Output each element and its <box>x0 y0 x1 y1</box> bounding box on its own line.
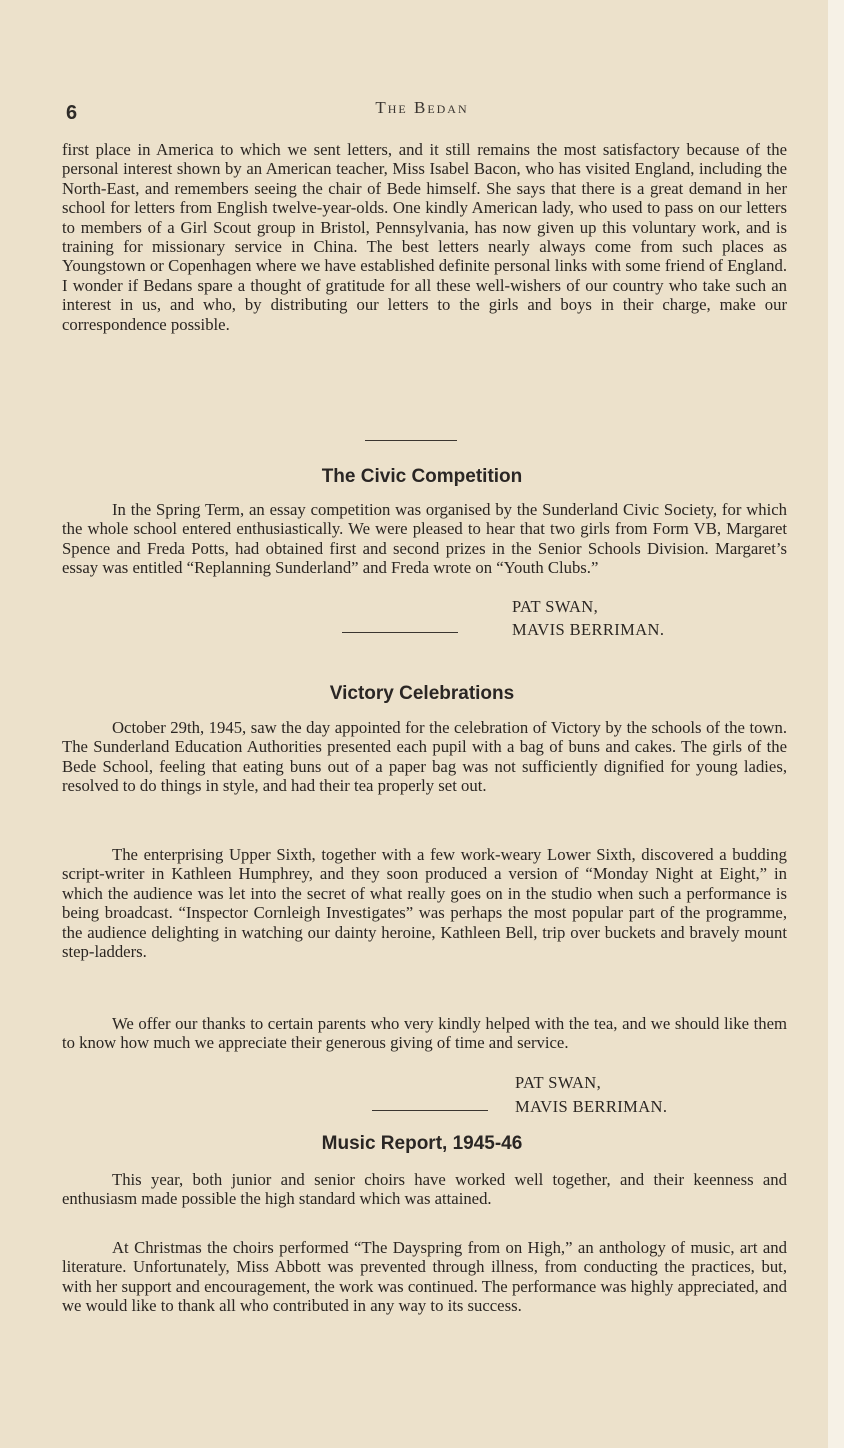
civic-signature-line-1: PAT SWAN, <box>512 597 599 616</box>
page-header <box>0 98 844 128</box>
victory-signature-line-1: PAT SWAN, <box>515 1073 602 1092</box>
civic-signature-line-2: MAVIS BERRIMAN. <box>512 620 665 639</box>
running-title: The Bedan <box>375 98 469 117</box>
victory-paragraph-2: The enterprising Upper Sixth, together with a few work-weary Lower Sixth, discovered a budding script-writer in Kathleen Humphrey, and they soon produced a version of “Monday Night at Eight,” in which the audience was let into the secret of what really goes on in the studio when such a performance is being broadcast. “Inspector Cornleigh Investigates” was perhaps the most popular part of the programme, the audience delighting in watching our dainty heroine, Kathleen Bell, trip over buckets and bravely mount step-ladders. <box>62 845 787 962</box>
section-divider <box>365 440 457 441</box>
intro-paragraph: first place in America to which we sent letters, and it still remains the most satisfactory because of the personal interest shown by an American teacher, Miss Isabel Bacon, who has visited England, including the North-East, and remembers seeing the chair of Bede himself. She says that there is a great demand in her school for letters from English twelve-year-olds. One kindly American lady, who used to pass on our letters to members of a Girl Scout group in Bristol, Pennsylvania, has now given up this voluntary work, and is training for missionary service in China. The best letters nearly always come from such places as Youngstown or Copenhagen where we have established definite personal links with some friend of England. I wonder if Bedans spare a thought of gratitude for all these well-wishers of our country who take such an interest in us, and who, by distributing our letters to the girls and boys in their charge, make our correspondence possible. <box>62 140 787 334</box>
signature-rule <box>372 1110 488 1111</box>
victory-signature-line-2: MAVIS BERRIMAN. <box>515 1097 668 1116</box>
page-number: 6 <box>66 102 78 124</box>
music-report-heading: Music Report, 1945-46 <box>321 1133 523 1154</box>
civic-competition-heading: The Civic Competition <box>321 466 523 487</box>
victory-paragraph-3: We offer our thanks to certain parents who very kindly helped with the tea, and we should like them to know how much we appreciate their generous giving of time and service. <box>62 1014 787 1053</box>
civic-competition-paragraph: In the Spring Term, an essay competition was organised by the Sunderland Civic Society, for which the whole school entered enthusiastically. We were pleased to hear that two girls from Form VB, Margaret Spence and Freda Potts, had obtained first and second prizes in the Senior Schools Division. Margaret’s essay was entitled “Replanning Sunderland” and Freda wrote on “Youth Clubs.” <box>62 500 787 578</box>
victory-paragraph-1: October 29th, 1945, saw the day appointed for the celebration of Victory by the schools of the town. The Sunderland Education Authorities presented each pupil with a bag of buns and cakes. The girls of the Bede School, feeling that eating buns out of a paper bag was not sufficiently dignified for young ladies, resolved to do things in style, and had their tea properly set out. <box>62 718 787 796</box>
music-paragraph-1: This year, both junior and senior choirs have worked well together, and their keenness and enthusiasm made possible the high standard which was attained. <box>62 1170 787 1209</box>
signature-rule <box>342 632 458 633</box>
music-paragraph-2: At Christmas the choirs performed “The Dayspring from on High,” an anthology of music, art and literature. Unfortunately, Miss Abbott was prevented through illness, from conducting the practices, but, with her support and encouragement, the work was continued. The performance was highly appreciated, and we would like to thank all who contributed in any way to its success. <box>62 1238 787 1316</box>
page-edge <box>828 0 844 1448</box>
victory-celebrations-heading: Victory Celebrations <box>329 683 515 704</box>
